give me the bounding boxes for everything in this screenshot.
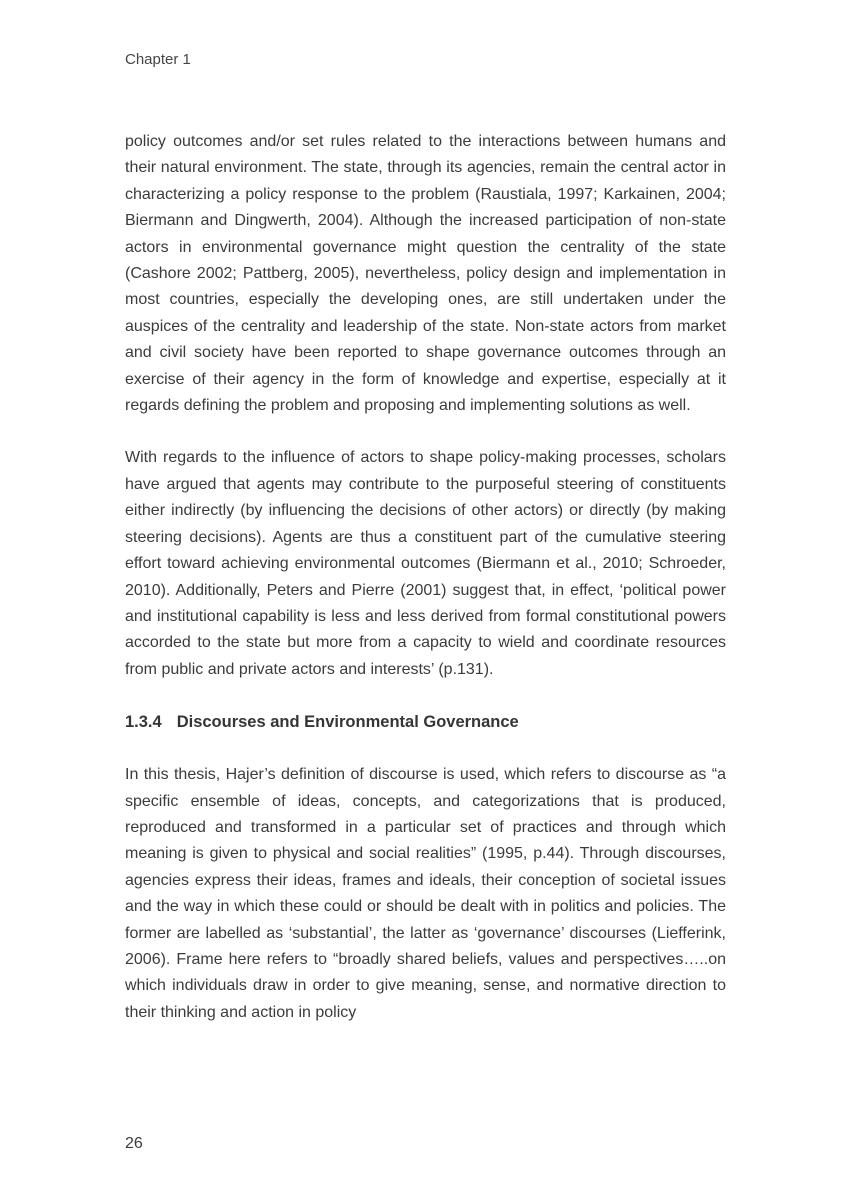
page-header [125, 51, 191, 69]
body-paragraph-1: policy outcomes and/or set rules related to the interactions between humans and their natural environment. The state, through its agencies, remain the central actor in characterizing a policy response to the problem (Raustiala, 1997; Karkainen, 2004; Biermann and Dingwerth, 2004). Although the increased participation of non-state actors in environmental governance might question the centrality of the state (Cashore 2002; Pattberg, 2005), nevertheless, policy design and implementation in most countries, especially the developing ones, are still undertaken under the auspices of the centrality and leadership of the state. Non-state actors from market and civil society have been reported to shape governance outcomes through an exercise of their agency in the form of knowledge and expertise, especially at it regards defining the problem and proposing and implementing solutions as well. [125, 133, 726, 415]
section-heading [125, 709, 726, 735]
section-number: 1.3.4 [125, 713, 162, 732]
page-body [125, 129, 726, 1052]
page-footer [125, 1135, 143, 1153]
page-number: 26 [125, 1135, 143, 1152]
body-paragraph-3: In this thesis, Hajer’s definition of discourse is used, which refers to discourse as “a specific ensemble of ideas, concepts, and categorizations that is produced, reproduced and transformed in a particular set of practices and through which meaning is given to physical and social realities” (1995, p.44). Through discourses, agencies express their ideas, frames and ideals, their conception of societal issues and the way in which these could or should be dealt with in politics and policies. The former are labelled as ‘substantial’, the latter as ‘governance’ discourses (Liefferink, 2006). Frame here refers to “broadly shared beliefs, values and perspectives…..on which individuals draw in order to give meaning, sense, and normative direction to their thinking and action in policy [125, 766, 726, 1021]
body-paragraph-2: With regards to the influence of actors to shape policy-making processes, scholars have argued that agents may contribute to the purposeful steering of constituents either indirectly (by influencing the decisions of other actors) or directly (by making steering decisions). Agents are thus a constituent part of the cumulative steering effort toward achieving environmental outcomes (Biermann et al., 2010; Schroeder, 2010). Additionally, Peters and Pierre (2001) suggest that, in effect, ‘political power and institutional capability is less and less derived from formal constitutional powers accorded to the state but more from a capacity to wield and coordinate resources from public and private actors and interests’ (p.131). [125, 449, 726, 678]
section-title: Discourses and Environmental Governance [176, 713, 519, 732]
chapter-label: Chapter 1 [125, 51, 191, 68]
